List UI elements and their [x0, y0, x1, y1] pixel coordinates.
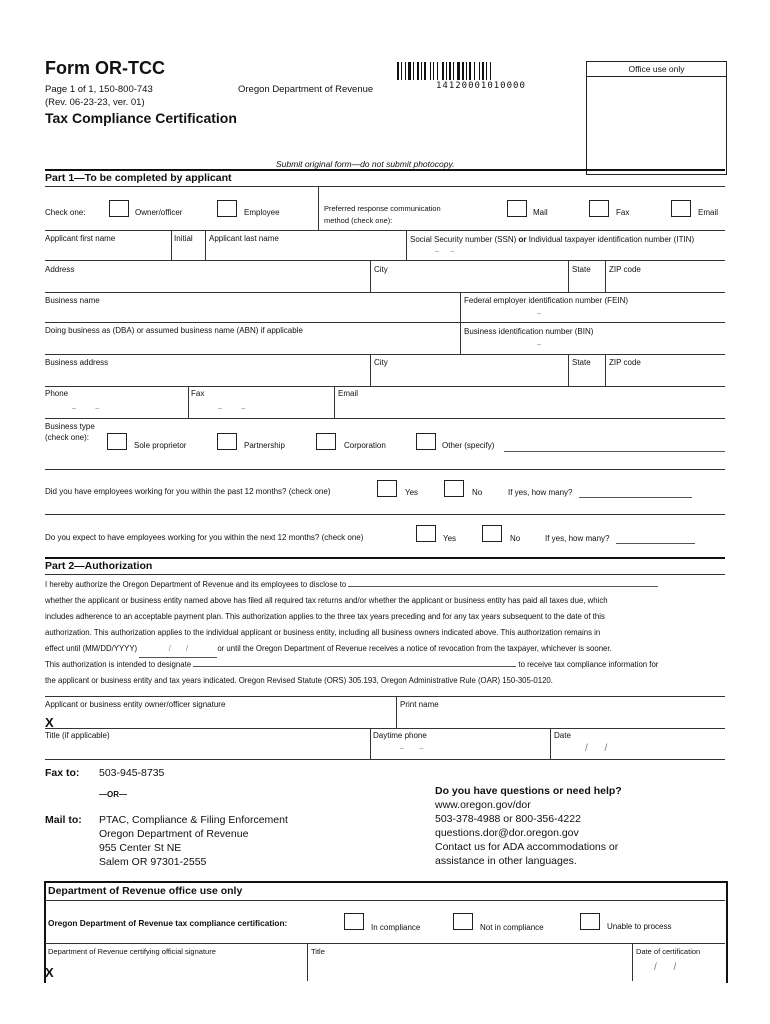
fax-number: 503-945-8735 — [99, 767, 165, 779]
partnership-label: Partnership — [244, 441, 285, 450]
mail-line-1: PTAC, Compliance & Filing Enforcement — [99, 814, 288, 826]
agency-name: Oregon Department of Revenue — [238, 84, 374, 95]
owner-officer-checkbox[interactable] — [109, 200, 129, 217]
ssn-text-post: Individual taxpayer identification number (ITIN) — [526, 235, 695, 244]
other-checkbox[interactable] — [416, 433, 436, 450]
authorization-line-4: authorization. This authorization applies to the individual applicant or business entity, including all business owners indicated above. This authorization remains in — [45, 628, 601, 637]
fax-checkbox[interactable] — [589, 200, 609, 217]
employee-checkbox[interactable] — [217, 200, 237, 217]
zip-label[interactable]: ZIP code — [609, 265, 641, 274]
past-no-checkbox[interactable] — [444, 480, 464, 497]
office-use-label: Office use only — [587, 62, 726, 77]
daytime-phone-label[interactable]: Daytime phone — [373, 731, 427, 740]
address-label[interactable]: Address — [45, 265, 75, 274]
next-how-many-line[interactable] — [616, 543, 695, 544]
designee-field[interactable] — [193, 666, 516, 667]
owner-officer-label: Owner/officer — [135, 208, 183, 217]
authorization-line-1 — [45, 577, 725, 593]
unable-to-process-checkbox[interactable] — [580, 913, 600, 930]
partnership-checkbox[interactable] — [217, 433, 237, 450]
in-compliance-label: In compliance — [371, 923, 421, 932]
sole-proprietor-label: Sole proprietor — [134, 441, 187, 450]
title-label[interactable]: Title (if applicable) — [45, 731, 110, 740]
next-yes-checkbox[interactable] — [416, 525, 436, 542]
help-website[interactable]: www.oregon.gov/dor — [435, 799, 531, 811]
next-no-label: No — [510, 534, 521, 543]
past-yes-label: Yes — [405, 488, 419, 497]
help-phone: 503-378-4988 or 800-356-4222 — [435, 813, 581, 825]
ssn-text-pre: Social Security number (SSN) — [410, 235, 519, 244]
authorization-line-5 — [45, 641, 725, 658]
certification-date-label[interactable]: Date of certification — [636, 947, 701, 956]
city-label[interactable]: City — [374, 265, 388, 274]
part1-heading: Part 1—To be completed by applicant — [45, 172, 232, 184]
corporation-label: Corporation — [344, 441, 386, 450]
page-info: Page 1 of 1, 150-800-743 — [45, 84, 153, 95]
past-no-label: No — [472, 488, 483, 497]
employees-past-question: Did you have employees working for you within the past 12 months? (check one) — [45, 487, 331, 496]
employee-label: Employee — [244, 208, 280, 217]
help-email[interactable]: questions.dor@dor.oregon.gov — [435, 827, 579, 839]
help-heading: Do you have questions or need help? — [435, 785, 622, 797]
applicant-first-label[interactable]: Applicant first name — [45, 234, 116, 243]
auth-text-5a: effect until (MM/DD/YYYY) — [45, 644, 138, 653]
business-type-label: Business type — [45, 422, 95, 431]
employees-next-question: Do you expect to have employees working for you within the next 12 months? (check one) — [45, 533, 364, 542]
official-title-label[interactable]: Title — [311, 947, 325, 956]
check-one-label: Check one: — [45, 208, 86, 217]
email-checkbox[interactable] — [671, 200, 691, 217]
mail-checkbox[interactable] — [507, 200, 527, 217]
help-ada-1: Contact us for ADA accommodations or — [435, 841, 619, 853]
authorization-line-7: the applicant or business entity and tax years indicated. Oregon Revised Statute (ORS) 305.193, Oregon Administrative Rule (OAR) 150-305-0120. — [45, 676, 553, 685]
past-how-many-line[interactable] — [579, 497, 692, 498]
official-x-mark: X — [45, 965, 54, 980]
barcode — [397, 62, 569, 80]
business-city-label[interactable]: City — [374, 358, 388, 367]
mail-address — [99, 813, 288, 869]
next-no-checkbox[interactable] — [482, 525, 502, 542]
phone-label[interactable]: Phone — [45, 389, 69, 398]
mail-line-4: Salem OR 97301-2555 — [99, 856, 207, 868]
official-signature-label[interactable]: Department of Revenue certifying official signature — [48, 947, 216, 956]
auth-text-1: I hereby authorize the Oregon Department of Revenue and its employees to disclose to — [45, 580, 347, 589]
next-how-many-label: If yes, how many? — [545, 534, 610, 543]
auth-text-5b: or until the Oregon Department of Revenue receives a notice of revocation from the taxpayer, whichever is sooner. — [217, 644, 612, 653]
past-how-many-label: If yes, how many? — [508, 488, 573, 497]
document-title: Tax Compliance Certification — [45, 110, 237, 126]
not-in-compliance-label: Not in compliance — [480, 923, 544, 932]
business-name-label[interactable]: Business name — [45, 296, 100, 305]
business-zip-label[interactable]: ZIP code — [609, 358, 641, 367]
business-state-label[interactable]: State — [572, 358, 591, 367]
authorization-line-2: whether the applicant or business entity named above has filed all required tax returns and/or whether the applicant or business entity has paid all taxes due, which — [45, 596, 608, 605]
mail-line-3: 955 Center St NE — [99, 842, 182, 854]
authorization-line-3: includes adherence to an acceptable payment plan. This authorization applies to the three tax years preceding and for any tax years subsequent to the date of this — [45, 612, 605, 621]
effect-until-field[interactable]: / / — [139, 641, 217, 658]
auth-text-6b: to receive tax compliance information for — [518, 660, 659, 669]
other-label: Other (specify) — [442, 441, 495, 450]
method-label: method (check one): — [324, 216, 393, 225]
other-specify-line[interactable] — [504, 451, 725, 452]
authorization-line-6 — [45, 657, 725, 673]
barcode-number: 14120001010000 — [436, 81, 526, 91]
office-use-heading: Department of Revenue office use only — [48, 885, 243, 897]
dba-label[interactable]: Doing business as (DBA) or assumed business name (ABN) if applicable — [45, 326, 303, 335]
certification-label: Oregon Department of Revenue tax compliance certification: — [48, 918, 288, 928]
sole-proprietor-checkbox[interactable] — [107, 433, 127, 450]
state-label[interactable]: State — [572, 265, 591, 274]
ssn-label[interactable] — [410, 235, 694, 244]
email-label: Email — [698, 208, 719, 217]
mail-line-2: Oregon Department of Revenue — [99, 828, 249, 840]
mail-label: Mail — [533, 208, 548, 217]
bin-label[interactable]: Business identification number (BIN) — [464, 327, 594, 336]
or-separator: —OR— — [99, 790, 127, 799]
email-field-label[interactable]: Email — [338, 389, 359, 398]
mail-to-label: Mail to: — [45, 814, 82, 826]
help-ada-2: assistance in other languages. — [435, 855, 577, 867]
office-use-box — [586, 61, 727, 175]
fax-to-label: Fax to: — [45, 767, 80, 779]
corporation-checkbox[interactable] — [316, 433, 336, 450]
business-type-check-label: (check one): — [45, 433, 90, 442]
initial-label[interactable]: Initial — [174, 234, 193, 243]
submit-note: Submit original form—do not submit photocopy. — [276, 159, 455, 169]
auth-text-6a: This authorization is intended to designate — [45, 660, 192, 669]
form-title: Form OR-TCC — [45, 58, 165, 78]
unable-to-process-label: Unable to process — [607, 922, 672, 931]
signature-x-mark: X — [45, 715, 54, 730]
revision: (Rev. 06-23-23, ver. 01) — [45, 97, 145, 108]
fein-label[interactable]: Federal employer identification number (FEIN) — [464, 296, 629, 305]
fax-field-label[interactable]: Fax — [191, 389, 205, 398]
applicant-last-label[interactable]: Applicant last name — [209, 234, 279, 243]
past-yes-checkbox[interactable] — [377, 480, 397, 497]
applicant-signature-label[interactable]: Applicant or business entity owner/officer signature — [45, 700, 226, 709]
fax-label: Fax — [616, 208, 630, 217]
not-in-compliance-checkbox[interactable] — [453, 913, 473, 930]
help-section — [435, 784, 622, 868]
part2-heading: Part 2—Authorization — [45, 560, 153, 572]
date-label[interactable]: Date — [554, 731, 571, 740]
disclose-to-field[interactable] — [348, 586, 658, 587]
ssn-or: or — [518, 235, 527, 244]
in-compliance-checkbox[interactable] — [344, 913, 364, 930]
preferred-response-label: Preferred response communication — [324, 204, 441, 213]
next-yes-label: Yes — [443, 534, 457, 543]
business-address-label[interactable]: Business address — [45, 358, 109, 367]
print-name-label[interactable]: Print name — [400, 700, 439, 709]
